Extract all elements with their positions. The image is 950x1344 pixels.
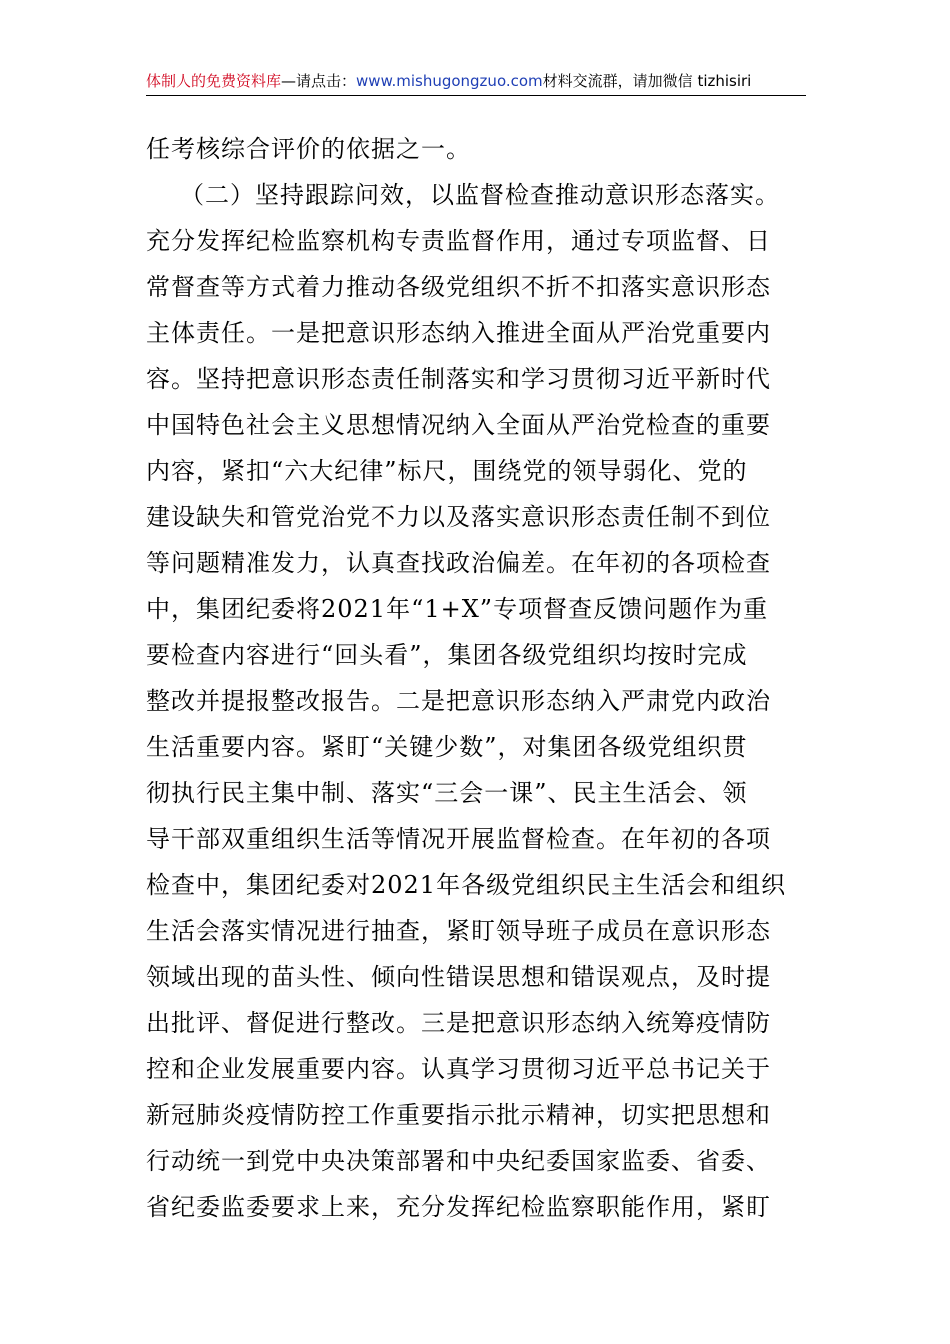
body-line: 生活会落实情况进行抽查，紧盯领导班子成员在意识形态 (146, 917, 771, 945)
body-line: 彻执行民主集中制、落实“三会一课”、民主生活会、领 (146, 779, 748, 807)
section-heading-line: （二）坚持跟踪问效，以监督检查推动意识形态落实。 (180, 181, 780, 209)
body-line: 主体责任。一是把意识形态纳入推进全面从严治党重要内 (146, 319, 771, 347)
body-line: 常督查等方式着力推动各级党组织不折不扣落实意识形态 (146, 273, 771, 301)
body-line: 行动统一到党中央决策部署和中央纪委国家监委、省委、 (146, 1147, 771, 1175)
document-body (146, 126, 826, 1230)
header-url-link[interactable]: www.mishugongzuo.com (356, 72, 543, 90)
body-line: 整改并提报整改报告。二是把意识形态纳入严肃党内政治 (146, 687, 771, 715)
header-prompt: —请点击： (281, 72, 357, 90)
body-line: 建设缺失和管党治党不力以及落实意识形态责任制不到位 (146, 503, 771, 531)
header-contact: 材料交流群，请加微信 tizhisiri (542, 72, 752, 90)
body-line: 导干部双重组织生活等情况开展监督检查。在年初的各项 (146, 825, 771, 853)
body-line: 新冠肺炎疫情防控工作重要指示批示精神，切实把思想和 (146, 1101, 771, 1129)
body-line: 中国特色社会主义思想情况纳入全面从严治党检查的重要 (146, 411, 771, 439)
body-line: 充分发挥纪检监察机构专责监督作用，通过专项监督、日 (146, 227, 771, 255)
body-line: 控和企业发展重要内容。认真学习贯彻习近平总书记关于 (146, 1055, 771, 1083)
body-line: 出批评、督促进行整改。三是把意识形态纳入统筹疫情防 (146, 1009, 771, 1037)
body-line: 领域出现的苗头性、倾向性错误思想和错误观点，及时提 (146, 963, 771, 991)
body-line: 省纪委监委要求上来，充分发挥纪检监察职能作用，紧盯 (146, 1193, 771, 1221)
body-line: 要检查内容进行“回头看”，集团各级党组织均按时完成 (146, 641, 748, 669)
body-line: 容。坚持把意识形态责任制落实和学习贯彻习近平新时代 (146, 365, 771, 393)
body-line: 内容，紧扣“六大纪律”标尺，围绕党的领导弱化、党的 (146, 457, 748, 485)
body-line: 中，集团纪委将2021年“1+X”专项督查反馈问题作为重 (146, 595, 769, 623)
body-line: 检查中，集团纪委对2021年各级党组织民主生活会和组织 (146, 871, 787, 899)
header-divider (146, 95, 806, 96)
body-line: 等问题精准发力，认真查找政治偏差。在年初的各项检查 (146, 549, 771, 577)
header-site-name: 体制人的免费资料库 (146, 72, 282, 90)
body-line: 任考核综合评价的依据之一。 (146, 135, 471, 163)
page-header (146, 68, 806, 94)
body-line: 生活重要内容。紧盯“关键少数”，对集团各级党组织贯 (146, 733, 748, 761)
